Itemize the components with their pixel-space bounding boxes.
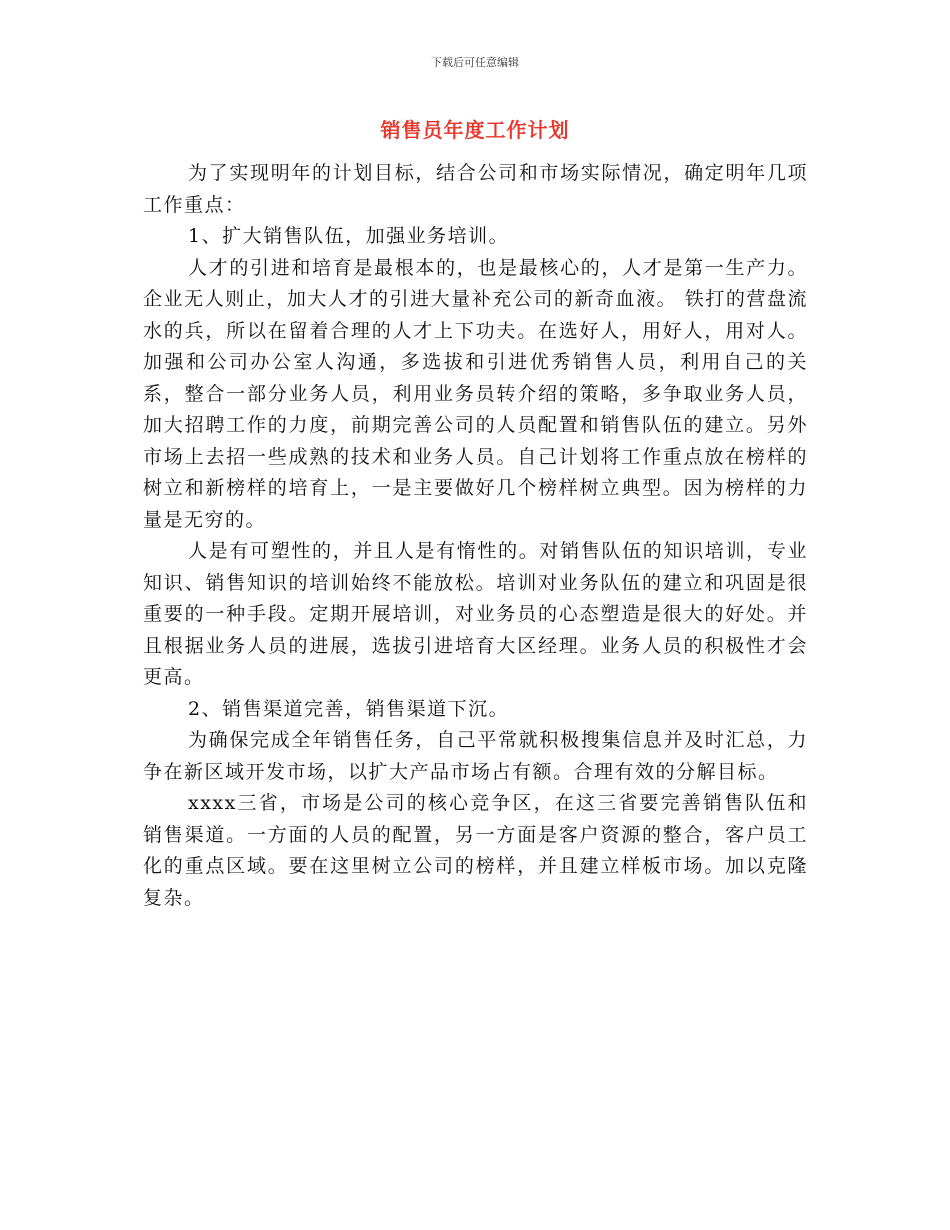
paragraph: 为确保完成全年销售任务，自己平常就积极搜集信息并及时汇总，力争在新区域开发市场，以扩大产品市场占有额。合理有效的分解目标。 xyxy=(143,729,808,783)
document-body xyxy=(143,158,808,914)
paragraph: 为了实现明年的计划目标，结合公司和市场实际情况，确定明年几项工作重点： xyxy=(143,162,808,216)
document-title: 销售员年度工作计划 xyxy=(380,118,570,142)
paragraph: 人才的引进和培育是最根本的，也是最核心的，人才是第一生产力。企业无人则止，加大人才的引进大量补充公司的新奇血液。 铁打的营盘流水的兵，所以在留着合理的人才上下功夫。在选好人，用好人，用对人。加强和公司办公室人沟通，多选拔和引进优秀销售人员，利用自己的关系，整合一部分业务人员，利用业务员转介绍的策略，多争取业务人员，加大招聘工作的力度，前期完善公司的人员配置和销售队伍的建立。另外市场上去招一些成熟的技术和业务人员。自己计划将工作重点放在榜样的树立和新榜样的培育上，一是主要做好几个榜样树立典型。因为榜样的力量是无穷的。 xyxy=(143,256,808,531)
paragraph: xxxx三省，市场是公司的核心竞争区，在这三省要完善销售队伍和销售渠道。一方面的人员的配置，另一方面是客户资源的整合，客户员工化的重点区域。要在这里树立公司的榜样，并且建立样板市场。加以克隆复杂。 xyxy=(143,792,808,909)
section-heading: 2、销售渠道完善，销售渠道下沉。 xyxy=(188,697,510,720)
section-heading: 1、扩大销售队伍，加强业务培训。 xyxy=(188,225,510,247)
header-note: 下载后可任意编辑 xyxy=(431,56,519,69)
paragraph: 人是有可塑性的，并且人是有惰性的。对销售队伍的知识培训，专业知识、销售知识的培训始终不能放松。培训对业务队伍的建立和巩固是很重要的一种手段。定期开展培训，对业务员的心态塑造是很大的好处。并且根据业务人员的进展，选拔引进培育大区经理。业务人员的积极性才会更高。 xyxy=(143,540,808,688)
